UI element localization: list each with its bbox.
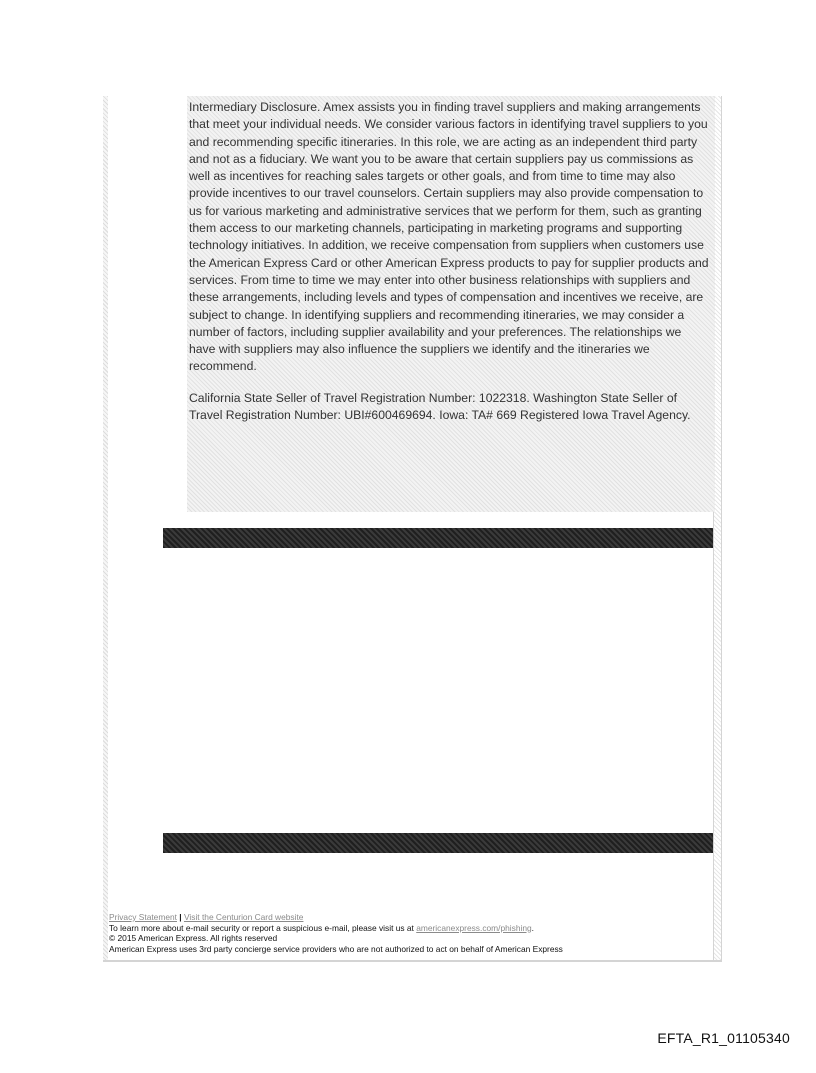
footer-link-separator: | [179, 912, 182, 922]
email-frame-bottom-border [103, 960, 722, 962]
security-text: To learn more about e-mail security or report a suspicious e-mail, please visit us at [109, 922, 417, 933]
copyright-text: © 2015 American Express. All rights reserved [109, 933, 278, 944]
phishing-link[interactable]: americanexpress.com/phishing [416, 922, 532, 933]
footer-links-row [109, 912, 709, 923]
privacy-statement-link[interactable]: Privacy Statement [109, 912, 177, 922]
security-text-end: . [531, 922, 534, 933]
email-footer [109, 912, 709, 954]
email-frame-left-border [103, 96, 108, 962]
intermediary-disclosure-text: Intermediary Disclosure. Amex assists you in finding travel suppliers and making arrangements that meet your individual needs. We consider various factors in identifying travel suppliers to you and recommending specific itineraries. In this role, we are acting as an independent third party and not as a fiduciary. We want you to be aware that certain suppliers pay us commissions as well as incentives for reaching sales targets or other goals, and from time to time may also provide incentives to our travel counselors. Certain suppliers may also provide compensation to us for various marketing and administrative services that we perform for them, such as granting them access to our marketing channels, participating in marketing programs and supporting technology initiatives. In addition, we receive compensation from suppliers when customers use the American Express Card or other American Express products to pay for supplier products and services. From time to time we may enter into other business relationships with suppliers and these arrangements, including levels and types of compensation and incentives we receive, are subject to change. In identifying suppliers and recommending itineraries, we may consider a number of factors, including supplier availability and your preferences. The relationships we have with suppliers may also influence the suppliers we identify and the itineraries we recommend. [189, 100, 709, 374]
redaction-bar-top [163, 528, 713, 548]
redaction-bar-bottom [163, 833, 713, 853]
document-id: EFTA_R1_01105340 [657, 1030, 790, 1046]
concierge-notice-text: American Express uses 3rd party concierge service providers who are not authorized to act on behalf of American Express [109, 943, 563, 954]
disclosure-panel [187, 96, 715, 512]
footer-security-row [109, 923, 709, 934]
registration-text: California State Seller of Travel Registration Number: 1022318. Washington State Seller of Travel Registration Number: UBI#600469694. Iowa: TA# 669 Registered Iowa Travel Agency. [189, 390, 691, 423]
centurion-card-website-link[interactable]: Visit the Centurion Card website [183, 912, 304, 922]
